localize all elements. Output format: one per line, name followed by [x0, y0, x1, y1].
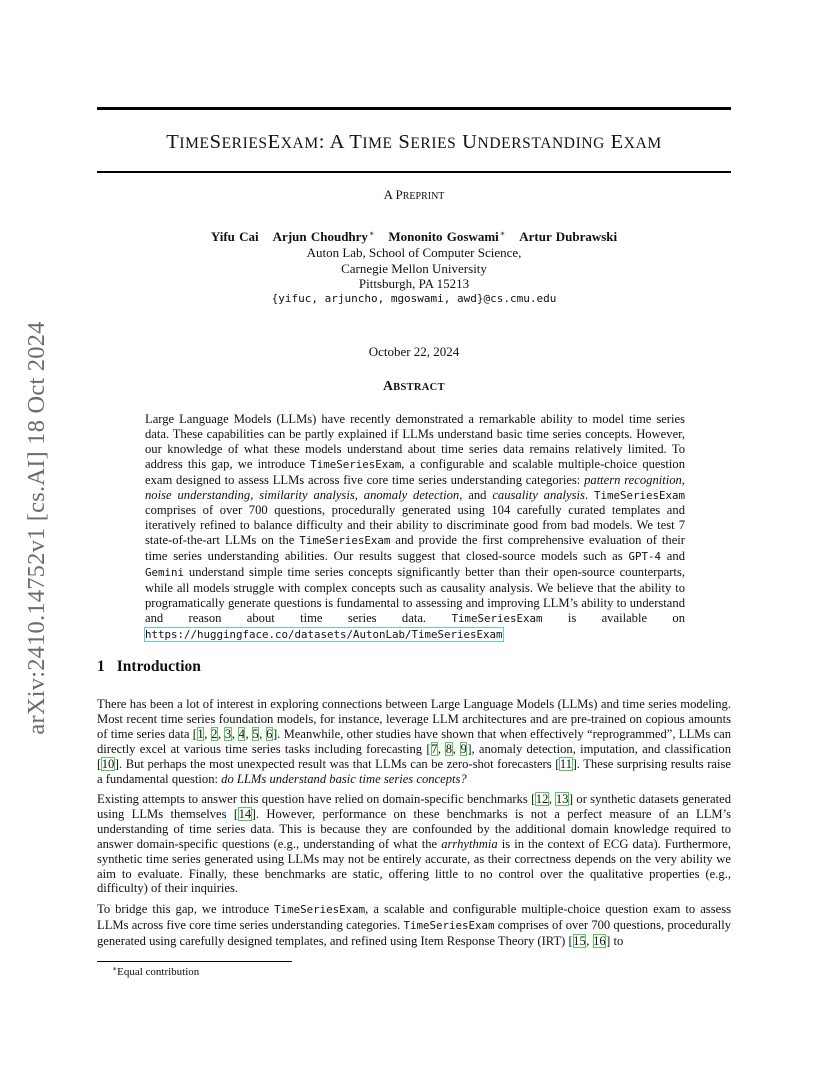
author-name: Mononito Goswami∗ — [388, 229, 506, 244]
intro-paragraph-2 — [97, 792, 731, 896]
title-part: IME — [179, 135, 210, 152]
paper-date: October 22, 2024 — [368, 344, 460, 359]
text-run: , — [586, 933, 593, 948]
author-emails: {yifuc, arjuncho, mgoswami, awd}@cs.cmu.edu — [271, 292, 557, 305]
abstract-text — [145, 412, 685, 643]
author-name: Artur Dubrawski — [519, 229, 618, 244]
text-run: is available on — [542, 610, 686, 625]
text-run: , — [231, 726, 239, 741]
title-part: XAM — [280, 135, 319, 152]
title-part: ERIES — [221, 135, 268, 152]
text-run: , — [437, 741, 446, 756]
citation-link[interactable]: 10 — [101, 756, 115, 771]
text-run: ]. Meanwhile, other studies have shown that when effectively “reprogrammed”, LLMs can directly excel at various time series tasks including forecasting [ — [97, 726, 732, 756]
code-term: TimeSeriesExam — [451, 611, 543, 625]
citation-link[interactable]: 11 — [559, 756, 573, 771]
text-run: ] to — [606, 933, 624, 948]
affiliation-line-1: Auton Lab, School of Computer Science, — [306, 245, 522, 260]
equal-contribution-mark[interactable]: ∗ — [499, 229, 506, 238]
text-run: , a configurable and scalable multiple-choice question exam designed to assess LLMs across five core time series understanding categories: — [145, 456, 685, 487]
citation-link[interactable]: 1 — [197, 726, 204, 741]
text-run: , — [259, 726, 266, 741]
code-term: GPT-4 — [628, 550, 661, 564]
title-part: E — [604, 131, 624, 153]
text-run: , — [452, 741, 461, 756]
emphasis-text: causality analysis — [492, 487, 585, 502]
citation-link[interactable]: 8 — [445, 741, 453, 756]
equal-contribution-mark[interactable]: ∗ — [368, 229, 375, 238]
emphasis-text: similarity analysis — [259, 487, 355, 502]
emphasis-text: noise understanding — [145, 487, 251, 502]
intro-paragraph-1 — [97, 697, 731, 786]
title-part: E — [267, 131, 281, 153]
title-part: XAM — [623, 135, 662, 152]
paper-title — [97, 131, 731, 154]
text-run: , — [204, 726, 211, 741]
dataset-link[interactable]: https://huggingface.co/datasets/AutonLab/TimeSeriesExam — [145, 627, 503, 641]
text-run: , — [681, 472, 685, 487]
author-list — [97, 229, 731, 245]
text-run: , — [354, 487, 364, 502]
citation-link[interactable]: 3 — [224, 726, 232, 741]
text-run: , — [245, 726, 252, 741]
title-part: T — [166, 131, 180, 153]
intro-paragraph-3 — [97, 902, 731, 949]
arxiv-identifier[interactable]: arXiv:2410.14752v1 [cs.AI] 18 Oct 2024 — [23, 320, 50, 735]
text-run: ], anomaly detection, imputation, and classification [ — [97, 741, 732, 771]
code-term: TimeSeriesExam — [403, 918, 495, 932]
arxiv-side-stamp — [22, 295, 52, 760]
text-run: , — [250, 487, 260, 502]
text-run: , — [217, 726, 225, 741]
code-term: TimeSeriesExam — [310, 457, 402, 471]
emphasis-text: arrhythmia — [441, 836, 498, 851]
affiliation-line-2: Carnegie Mellon University — [341, 260, 487, 276]
section-heading-introduction: 1 Introduction — [97, 658, 201, 675]
text-run: There has been a lot of interest in exploring connections between Large Language Models (LLMs) and time series modeling. Most recent time series foundation models, for instance, leverage LLM architectures and are pre-trained on copious amounts of time series data [ — [97, 697, 731, 741]
text-run: Large Language Models (LLMs) have recently demonstrated a remarkable ability to model time series data. These capabilities can be partly explained if LLMs understand basic time series concepts. However, our knowledge of what these models understand about time series data remains relatively limited. To address this gap, we introduce — [145, 412, 685, 471]
citation-link[interactable]: 9 — [460, 741, 467, 756]
title-part: S — [392, 131, 411, 153]
code-term: TimeSeriesExam — [299, 534, 391, 548]
text-run: is in the context of ECG data). Furthermore, synthetic time series generated using LLMs may not be entirely accurate, as their correctness depends on the very ability we aim to evaluate. Finally, these benchmarks are static, offering little to no control over the qualitative properties (e.g., difficulty) of their inquiries. — [97, 836, 731, 896]
preprint-label: A PREPRINT — [383, 187, 445, 202]
title-part: NDERSTANDING — [477, 135, 605, 152]
citation-link[interactable]: 7 — [431, 741, 438, 756]
text-run: and provide the first comprehensive evaluation of their time series understanding abilities. Our results suggest that closed-source models such as — [145, 533, 685, 564]
title-part: S — [209, 131, 222, 153]
text-run: ]. However, performance on these benchmarks is not a perfect measure of an LLM’s understanding of time series data. This is because they are confounded by the additional domain knowledge required to answer domain-specific questions (e.g., understanding of what the — [97, 806, 731, 851]
citation-link[interactable]: 6 — [266, 726, 273, 741]
title-part: IME — [362, 135, 393, 152]
code-term: TimeSeriesExam — [274, 903, 366, 916]
text-run: Existing attempts to answer this question have relied on domain-specific benchmarks [ — [97, 792, 536, 806]
code-term: Gemini — [145, 566, 185, 580]
text-run: To bridge this gap, we introduce — [97, 902, 275, 916]
citation-link[interactable]: 16 — [593, 933, 606, 948]
abstract-heading: ABSTRACT — [383, 378, 445, 393]
citation-link[interactable]: 5 — [252, 726, 259, 741]
citation-link[interactable]: 13 — [555, 792, 569, 806]
author-name: Yifu Cai — [210, 229, 259, 244]
title-bottom-rule — [97, 171, 731, 173]
text-run: ]. These surprising results raise a fundamental question: — [97, 756, 732, 786]
emphasis-text: pattern recognition — [584, 472, 682, 487]
text-run: . — [584, 487, 594, 502]
citation-link[interactable]: 14 — [238, 806, 252, 821]
text-run: comprises of over 700 questions, procedurally generated using carefully designed templates, and refined using Item Response Theory (IRT) [ — [97, 917, 731, 948]
text-run: and — [661, 549, 685, 564]
title-part: : A T — [318, 131, 363, 153]
text-run: , and — [459, 487, 493, 502]
emphasis-text: do LLMs understand basic time series concepts? — [221, 771, 467, 786]
citation-link[interactable]: 15 — [573, 933, 586, 948]
footnote: ∗Equal contribution — [112, 964, 200, 978]
citation-link[interactable]: 2 — [211, 726, 218, 741]
text-run: ]. But perhaps the most unexpected result was that LLMs can be zero-shot forecasters [ — [114, 756, 560, 771]
citation-link[interactable]: 12 — [535, 792, 549, 806]
citation-link[interactable]: 4 — [238, 726, 245, 741]
title-part: U — [456, 131, 478, 153]
text-run: understand simple time series concepts significantly better than their open-source counterparts, while all models struggle with complex concepts such as causality analysis. We believe that the ability to programatically generate questions is fundamental to assessing and improving LLM’s ability to understand and reason about time series data. — [145, 565, 685, 625]
author-name: Arjun Choudhry∗ — [272, 229, 375, 244]
affiliation-line-3: Pittsburgh, PA 15213 — [358, 276, 470, 291]
code-term: TimeSeriesExam — [594, 488, 686, 502]
footnote-rule — [97, 961, 292, 962]
text-run: ] or synthetic datasets generated using LLMs themselves [ — [97, 792, 732, 821]
text-run: comprises of over 700 questions, procedurally generated using 104 carefully curated templates and iteratively refined to balance difficulty and their ability to discriminate good from bad models. We test 7 state-of-the-art LLMs on the — [145, 503, 685, 548]
emphasis-text: anomaly detection — [363, 487, 460, 502]
text-run: , — [548, 792, 556, 806]
text-run: , a scalable and configurable multiple-choice question exam to assess LLMs across five core time series understanding categories. — [97, 902, 731, 932]
title-part: ERIES — [410, 135, 457, 152]
title-top-rule — [97, 107, 731, 110]
